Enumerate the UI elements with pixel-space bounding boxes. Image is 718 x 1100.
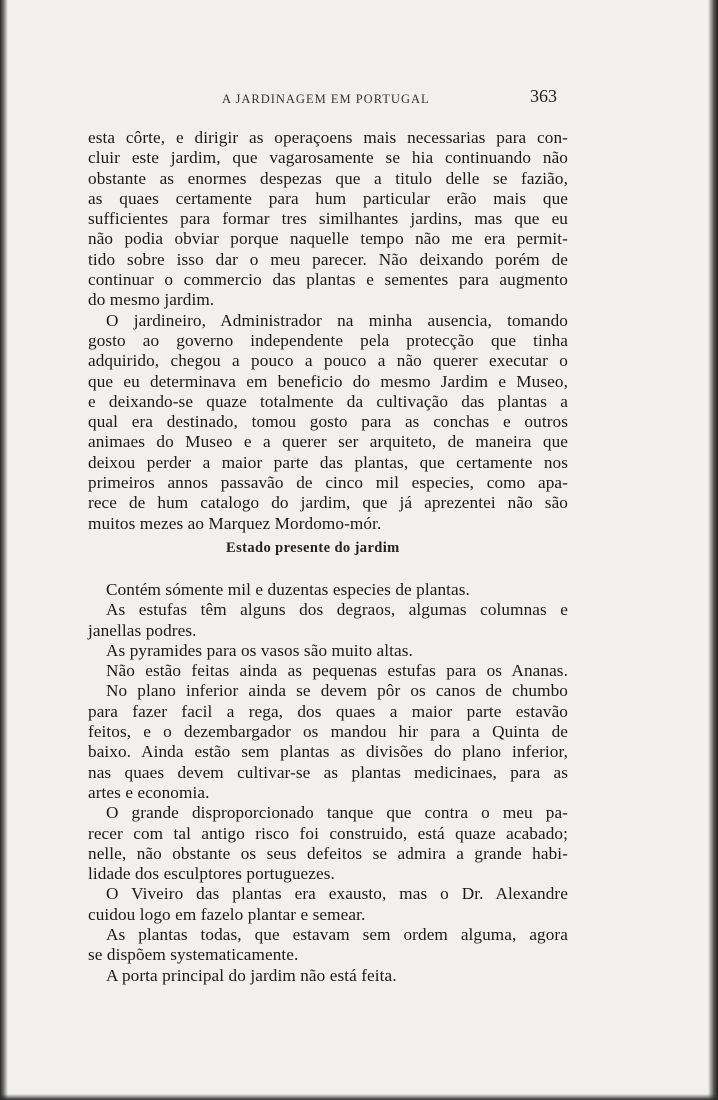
text-line: feitos, e o dezembargador os mandou hir para a Quinta de [88, 722, 568, 742]
scan-edge-right [708, 0, 718, 1100]
text-line: As estufas têm alguns dos degraos, algumas columnas e [106, 600, 568, 620]
text-line: baixo. Ainda estão sem plantas as divisões do plano inferior, [88, 742, 568, 762]
text-line: deixou perder a maior parte das plantas, que certamente nos [88, 452, 568, 472]
text-line: continuar o commercio das plantas e sementes para augmento [88, 270, 568, 290]
text-line: cuidou logo em fazelo plantar e semear. [88, 904, 366, 924]
text-line: primeiros annos passavão de cinco mil especies, como apa- [88, 473, 568, 493]
section-heading: Estado presente do jardim [226, 540, 400, 556]
text-line: e deixando-se quaze totalmente da cultivação das plantas a [88, 391, 568, 411]
text-line: animaes do Museo e a querer ser arquiteto, de maneira que [88, 432, 568, 452]
text-line: tido sobre isso dar o meu parecer. Não deixando porém de [88, 249, 568, 269]
text-line: No plano inferior ainda se devem pôr os canos de chumbo [106, 681, 568, 701]
text-line: Contém sómente mil e duzentas especies de plantas. [106, 580, 470, 599]
text-line: obstante as enormes despezas que a titulo delle se fazião, [88, 168, 568, 188]
text-line: muitos mezes ao Marquez Mordomo-mór. [88, 513, 382, 533]
text-line: se dispõem systematicamente. [88, 945, 299, 965]
scan-edge-left [0, 0, 8, 1100]
text-line: As pyramides para os vasos são muito altas. [106, 640, 413, 660]
scan-edge-bottom [0, 1094, 718, 1100]
text-line: esta côrte, e dirigir as operaçoens mais necessarias para con- [88, 128, 568, 147]
text-line: qual era destinado, tomou gosto para as conchas e outros [88, 412, 568, 432]
text-line: O jardineiro, Administrador na minha ausencia, tomando [106, 310, 568, 330]
text-line: não podia obviar porque naquelle tempo não me era permit- [88, 229, 568, 249]
text-line: rece de hum catalogo do jardim, que já aprezentei não são [88, 493, 568, 513]
text-line: que eu determinava em beneficio do mesmo Jardim e Museo, [88, 371, 568, 391]
text-line: Não estão feitas ainda as pequenas estufas para os Ananas. [106, 661, 568, 681]
text-line: as quaes certamente para hum particular erão mais que [88, 188, 568, 208]
text-line: As plantas todas, que estavam sem ordem alguma, agora [106, 925, 568, 945]
text-line: recer com tal antigo risco foi construido, está quaze acabado; [88, 823, 568, 843]
text-line: cluir este jardim, que vagarosamente se hia continuando não [88, 148, 568, 168]
text-line: adquirido, chegou a pouco a pouco a não querer executar o [88, 351, 568, 371]
text-line: gosto ao governo independente pela protecção que tinha [88, 330, 568, 350]
text-line: A porta principal do jardim não está feita. [106, 965, 397, 985]
text-line: O Viveiro das plantas era exausto, mas o Dr. Alexandre [106, 884, 568, 904]
text-line: nelle, não obstante os seus defeitos se admira a grande habi- [88, 843, 568, 863]
text-line: lidade dos esculptores portuguezes. [88, 864, 335, 884]
text-line: para fazer facil a rega, dos quaes a maior parte estavão [88, 701, 568, 721]
text-line: sufficientes para formar tres similhantes jardins, mas que eu [88, 209, 568, 229]
page-number: 363 [530, 86, 557, 106]
running-header: A JARDINAGEM EM PORTUGAL [222, 92, 430, 106]
paragraph-block-1 [88, 128, 568, 534]
paragraph-block-2 [88, 580, 568, 986]
text-line: janellas podres. [88, 620, 197, 640]
text-line: nas quaes devem cultivar-se as plantas medicinaes, para as [88, 762, 568, 782]
text-line: artes e economia. [88, 782, 210, 802]
text-line: O grande disproporcionado tanque que contra o meu pa- [106, 803, 568, 823]
text-line: do mesmo jardim. [88, 290, 215, 310]
